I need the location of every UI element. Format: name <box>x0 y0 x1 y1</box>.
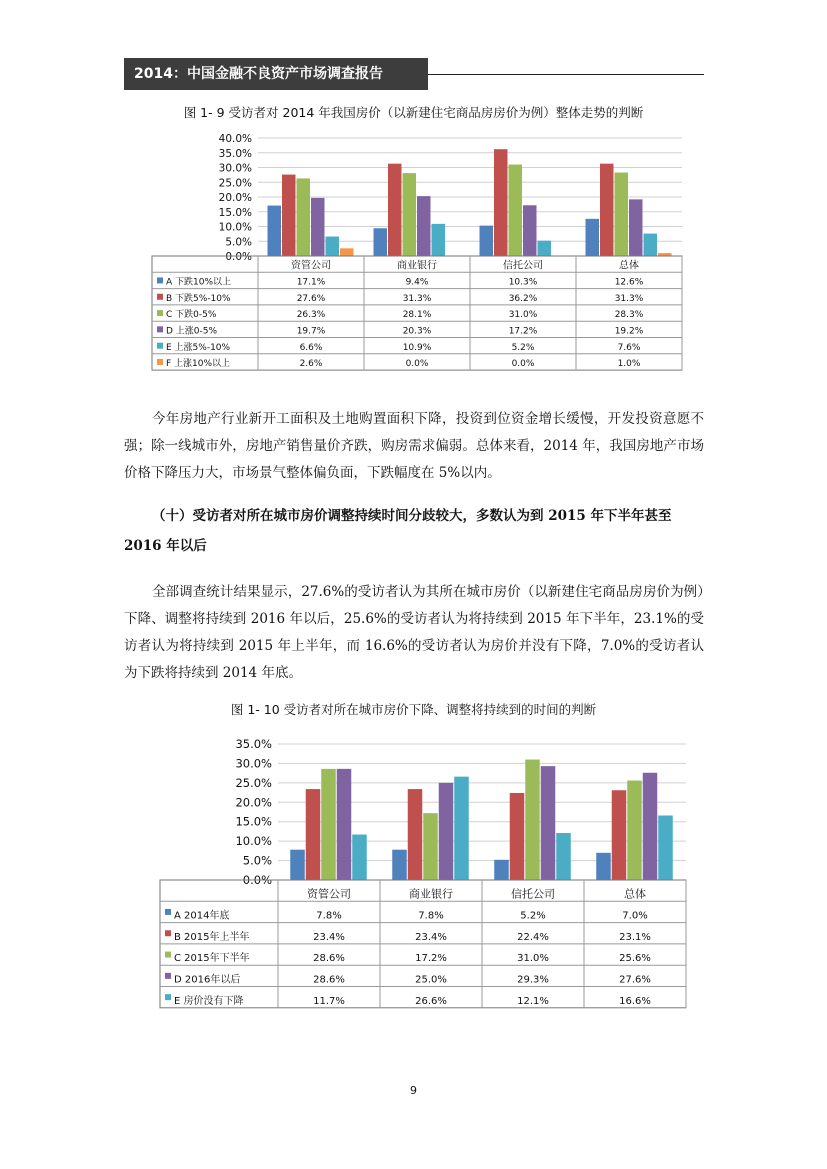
legend-swatch <box>157 359 163 365</box>
legend-label: E 上涨5%-10% <box>166 342 231 353</box>
bar-chart-svg <box>150 126 685 376</box>
y-tick-label: 35.0% <box>218 147 252 160</box>
legend-swatch <box>157 310 163 316</box>
bar <box>326 237 340 256</box>
bar <box>439 783 454 880</box>
bar <box>408 789 423 880</box>
y-tick-label: 30.0% <box>218 162 252 175</box>
data-value-label: 25.0% <box>415 974 447 986</box>
bar <box>268 206 282 256</box>
bar <box>311 198 325 256</box>
data-value-label: 28.1% <box>402 310 432 321</box>
data-value-label: 25.6% <box>619 953 651 965</box>
data-value-label: 17.2% <box>415 953 447 965</box>
bar <box>615 173 629 256</box>
category-label: 资管公司 <box>307 887 351 901</box>
legend-label: A 2014年底 <box>174 910 230 922</box>
legend-label: A 下跌10%以上 <box>166 277 232 288</box>
data-value-label: 0.0% <box>405 359 429 370</box>
bar <box>556 833 571 880</box>
bar <box>643 773 658 880</box>
data-value-label: 28.6% <box>313 974 345 986</box>
data-value-label: 12.6% <box>614 277 644 288</box>
data-value-label: 36.2% <box>508 293 538 304</box>
data-value-label: 2.6% <box>299 359 323 370</box>
figure-2-chart <box>150 732 690 1012</box>
data-value-label: 16.6% <box>619 995 651 1007</box>
bar <box>586 219 600 256</box>
legend-label: C 2015年下半年 <box>174 953 250 965</box>
bar <box>494 149 508 256</box>
data-value-label: 11.7% <box>313 995 345 1007</box>
y-tick-label: 5.0% <box>242 853 272 868</box>
y-tick-label: 5.0% <box>225 236 252 249</box>
y-tick-label: 10.0% <box>235 834 272 849</box>
bar <box>403 173 417 256</box>
bar <box>480 226 494 256</box>
bar <box>417 196 431 256</box>
data-value-label: 26.3% <box>296 310 326 321</box>
legend-swatch <box>157 277 163 283</box>
data-value-label: 7.6% <box>617 342 641 353</box>
data-value-label: 7.0% <box>622 910 648 922</box>
y-tick-label: 0.0% <box>242 873 272 887</box>
data-value-label: 6.6% <box>299 342 323 353</box>
bar <box>510 793 525 880</box>
data-value-label: 7.8% <box>316 910 342 922</box>
category-label: 信托公司 <box>503 260 543 272</box>
bar <box>306 789 321 880</box>
data-value-label: 28.3% <box>614 310 644 321</box>
bar <box>596 853 611 880</box>
legend-swatch <box>157 294 163 300</box>
legend-swatch <box>165 909 171 915</box>
legend-swatch <box>157 326 163 332</box>
legend-label: B 2015年上半年 <box>174 931 250 943</box>
data-value-label: 27.6% <box>296 293 326 304</box>
category-label: 总体 <box>624 887 646 901</box>
legend-label: D 2016年以后 <box>174 974 241 986</box>
bar <box>290 850 305 880</box>
y-tick-label: 20.0% <box>218 192 252 204</box>
data-value-label: 31.0% <box>517 953 549 965</box>
legend-label: D 上涨0-5% <box>166 326 218 337</box>
y-tick-label: 30.0% <box>235 756 272 771</box>
data-value-label: 31.3% <box>614 293 644 304</box>
data-value-label: 19.2% <box>614 326 644 337</box>
bar <box>494 860 509 880</box>
bar <box>658 815 673 880</box>
y-tick-label: 15.0% <box>218 206 252 219</box>
y-tick-label: 0.0% <box>225 251 252 263</box>
data-value-label: 10.3% <box>508 277 538 288</box>
category-label: 资管公司 <box>291 260 331 272</box>
legend-label: F 上涨10%以上 <box>166 359 231 370</box>
bar <box>541 766 556 880</box>
page-number: 9 <box>410 1084 417 1097</box>
bar <box>627 781 642 880</box>
figure-2-title: 图 1- 10 受访者对所在城市房价下降、调整将持续到的时间的判断 <box>230 702 597 717</box>
legend-swatch <box>165 952 171 958</box>
data-value-label: 0.0% <box>511 359 535 370</box>
section-heading-10: （十）受访者对所在城市房价调整持续时间分歧较大，多数认为到 2015 年下半年甚至 2016 年以后 <box>124 508 672 554</box>
bar <box>538 241 552 256</box>
data-value-label: 27.6% <box>619 974 651 986</box>
data-value-label: 22.4% <box>517 931 549 943</box>
legend-swatch <box>157 343 163 349</box>
data-value-label: 23.4% <box>415 931 447 943</box>
legend-swatch <box>165 973 171 979</box>
category-label: 信托公司 <box>511 887 555 901</box>
data-value-label: 28.6% <box>313 953 345 965</box>
category-label: 商业银行 <box>409 887 453 901</box>
y-tick-label: 20.0% <box>235 795 272 810</box>
figure-1-title: 图 1- 9 受访者对 2014 年我国房价（以新建住宅商品房房价为例）整体走势的判断 <box>183 105 644 120</box>
figure-1-chart <box>150 126 685 376</box>
bar <box>340 248 354 256</box>
data-value-label: 29.3% <box>517 974 549 986</box>
data-value-label: 19.7% <box>296 326 326 337</box>
data-value-label: 17.1% <box>296 277 326 288</box>
report-header-title: 2014：中国金融不良资产市场调查报告 <box>124 58 428 90</box>
bar <box>612 790 627 880</box>
paragraph-market-summary: 今年房地产行业新开工面积及土地购置面积下降，投资到位资金增长缓慢，开发投资意愿不强；除一线城市外，房地产销售量价齐跌，购房需求偏弱。总体来看，2014 年，我国房地产市场价格下降压力大，市场景气整体偏负面，下跌幅度在 5%以内。 <box>124 411 704 481</box>
y-tick-label: 40.0% <box>218 133 252 145</box>
bar <box>523 205 537 256</box>
data-value-label: 23.1% <box>619 931 651 943</box>
header-rule <box>428 74 704 75</box>
bar <box>374 228 388 256</box>
data-value-label: 26.6% <box>415 995 447 1007</box>
y-tick-label: 25.0% <box>218 177 252 190</box>
bar <box>321 769 336 880</box>
bar <box>454 777 469 880</box>
data-value-label: 20.3% <box>402 326 432 337</box>
paragraph-survey-results: 全部调查统计结果显示，27.6%的受访者认为其所在城市房价（以新建住宅商品房房价为例）下降、调整将持续到 2016 年以后，25.6%的受访者认为将持续到 2015 年下半年，23.1%的受访者认为将持续到 2015 年上半年，而 16.6%的受访者认为房价并没有下降，7.0%的受访者认为下跌将持续到 2014 年底。 <box>124 584 704 681</box>
data-value-label: 7.8% <box>418 910 444 922</box>
bar <box>297 178 311 256</box>
y-tick-label: 35.0% <box>235 737 272 751</box>
data-value-label: 10.9% <box>402 342 432 353</box>
legend-label: E 房价没有下降 <box>174 995 244 1007</box>
bar <box>352 835 367 880</box>
data-value-label: 17.2% <box>508 326 538 337</box>
data-value-label: 12.1% <box>517 995 549 1007</box>
bar <box>282 175 296 256</box>
category-label: 商业银行 <box>397 260 437 272</box>
bar <box>423 813 438 880</box>
bar-chart-svg <box>150 732 690 1012</box>
bar <box>432 224 446 256</box>
data-value-label: 9.4% <box>405 277 429 288</box>
bar <box>392 850 407 880</box>
bar <box>509 165 523 256</box>
y-tick-label: 10.0% <box>218 221 252 234</box>
legend-swatch <box>165 930 171 936</box>
bar <box>600 164 614 256</box>
bar <box>525 760 540 880</box>
legend-label: B 下跌5%-10% <box>166 293 231 304</box>
data-value-label: 5.2% <box>511 342 535 353</box>
data-value-label: 23.4% <box>313 931 345 943</box>
data-value-label: 1.0% <box>617 359 641 370</box>
bar <box>337 769 352 880</box>
y-tick-label: 25.0% <box>235 775 272 790</box>
legend-label: C 下跌0-5% <box>166 310 217 321</box>
data-value-label: 5.2% <box>520 910 546 922</box>
bar <box>644 234 658 256</box>
data-value-label: 31.3% <box>402 293 432 304</box>
bar <box>629 199 643 256</box>
y-tick-label: 15.0% <box>235 814 272 829</box>
bar <box>388 164 402 256</box>
legend-swatch <box>165 994 171 1000</box>
category-label: 总体 <box>619 260 639 272</box>
data-value-label: 31.0% <box>508 310 538 321</box>
